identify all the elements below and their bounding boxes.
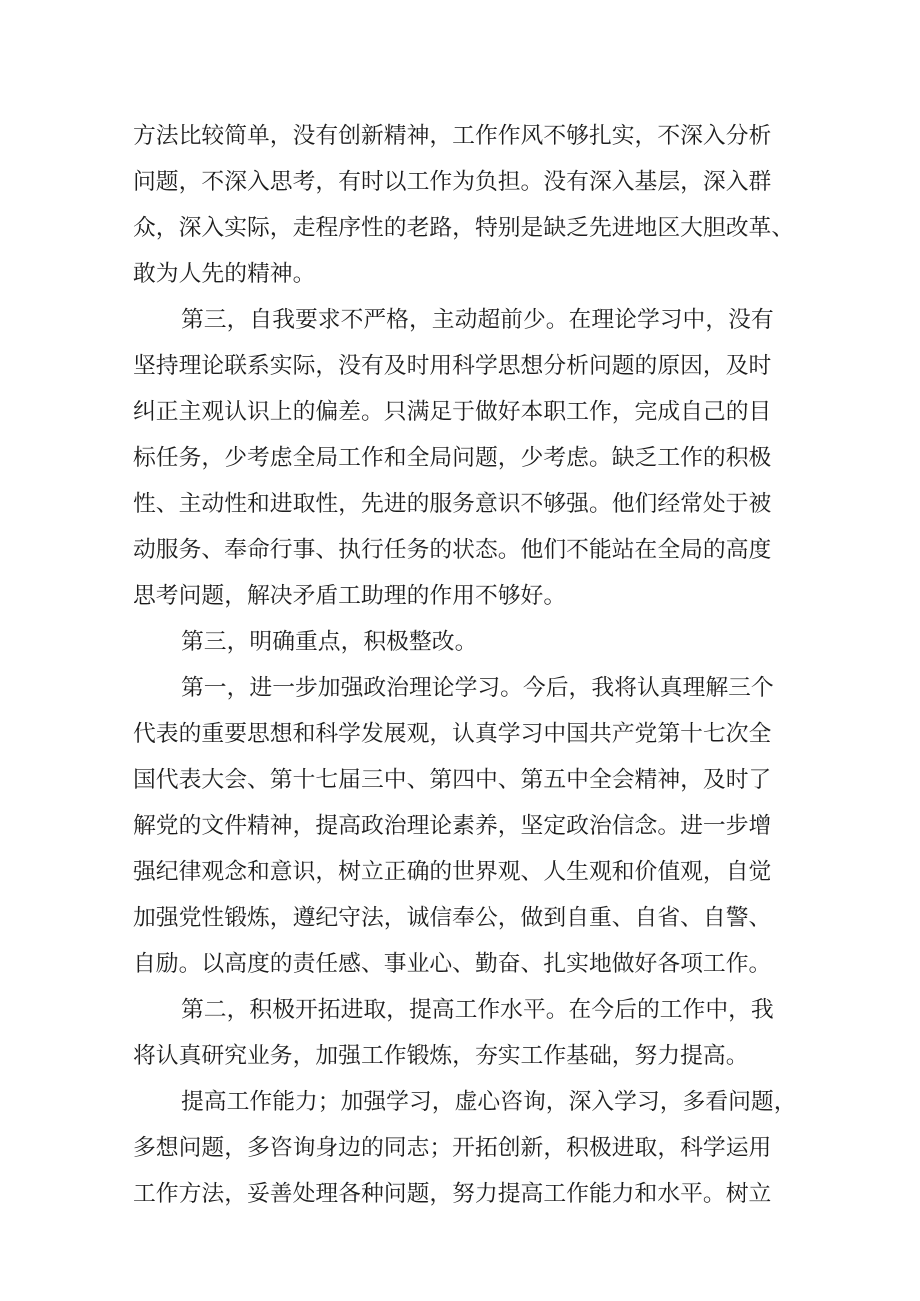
paragraph-line: 众，深入实际，走程序性的老路，特别是缺乏先进地区大胆改革、 — [133, 215, 795, 241]
paragraph-line: 动服务、奉命行事、执行任务的状态。他们不能站在全局的高度 — [133, 537, 772, 563]
paragraph-line: 加强党性锻炼，遵纪守法，诚信奉公，做到自重、自省、自警、 — [133, 905, 772, 931]
paragraph-line: 国代表大会、第十七届三中、第四中、第五中全会精神，及时了 — [133, 767, 772, 793]
paragraph-line: 自励。以高度的责任感、事业心、勤奋、扎实地做好各项工作。 — [133, 951, 772, 977]
paragraph-line: 解党的文件精神，提高政治理论素养，坚定政治信念。进一步增 — [133, 813, 772, 839]
paragraph-line: 敢为人先的精神。 — [133, 261, 316, 287]
paragraph-line: 第三，自我要求不严格，主动超前少。在理论学习中，没有 — [181, 307, 774, 333]
paragraph-line: 强纪律观念和意识，树立正确的世界观、人生观和价值观，自觉 — [133, 859, 772, 885]
paragraph-line: 标任务，少考虑全局工作和全局问题，少考虑。缺乏工作的积极 — [133, 445, 772, 471]
paragraph-line: 纠正主观认识上的偏差。只满足于做好本职工作，完成自己的目 — [133, 399, 772, 425]
paragraph-line: 第一，进一步加强政治理论学习。今后，我将认真理解三个 — [181, 675, 774, 701]
paragraph-line: 思考问题，解决矛盾工助理的作用不够好。 — [133, 583, 567, 609]
paragraph-line: 多想问题，多咨询身边的同志；开拓创新，积极进取，科学运用 — [133, 1135, 772, 1161]
paragraph-line: 代表的重要思想和科学发展观，认真学习中国共产党第十七次全 — [133, 721, 772, 747]
paragraph-line: 工作方法，妥善处理各种问题，努力提高工作能力和水平。树立 — [133, 1181, 772, 1207]
paragraph-line: 问题，不深入思考，有时以工作为负担。没有深入基层，深入群 — [133, 169, 772, 195]
paragraph-line: 将认真研究业务，加强工作锻炼，夯实工作基础，努力提高。 — [133, 1043, 749, 1069]
paragraph-line: 提高工作能力；加强学习，虚心咨询，深入学习，多看问题， — [181, 1089, 797, 1115]
paragraph-line: 坚持理论联系实际，没有及时用科学思想分析问题的原因，及时 — [133, 353, 772, 379]
paragraph-line: 第二，积极开拓进取，提高工作水平。在今后的工作中，我 — [181, 997, 774, 1023]
section-heading: 第三，明确重点，积极整改。 — [181, 629, 478, 655]
paragraph-line: 方法比较简单，没有创新精神，工作作风不够扎实，不深入分析 — [133, 123, 772, 149]
paragraph-line: 性、主动性和进取性，先进的服务意识不够强。他们经常处于被 — [133, 491, 772, 517]
